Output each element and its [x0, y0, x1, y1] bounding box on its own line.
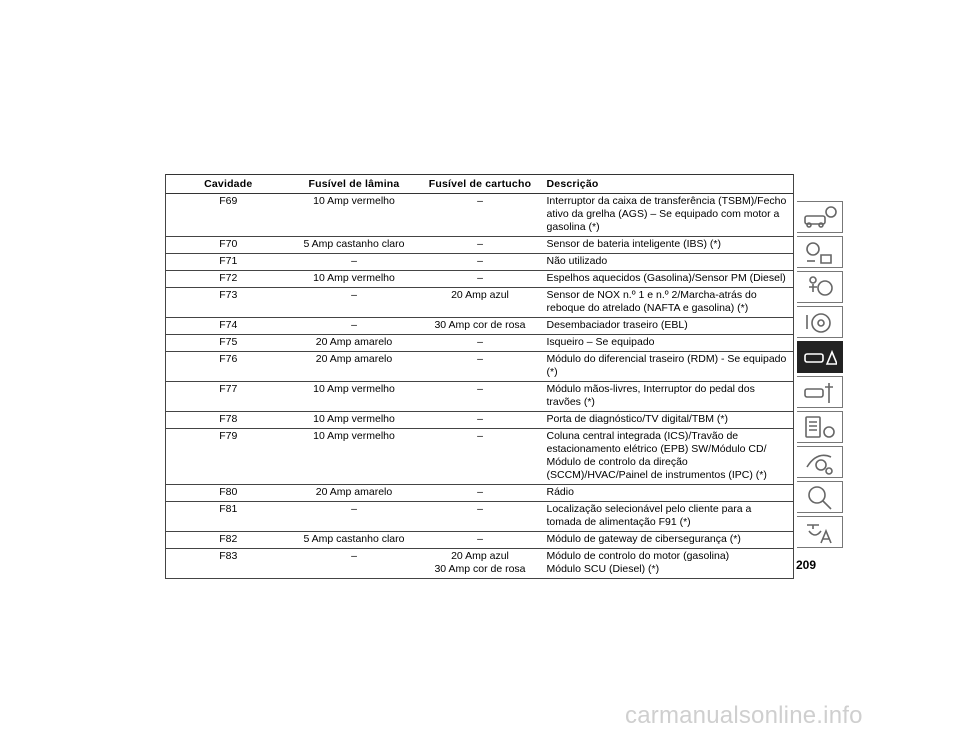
blade-fuse-cell: –: [351, 255, 357, 267]
multimedia-icon: [803, 449, 837, 475]
cavity-cell: F77: [166, 382, 291, 412]
chapter-tab[interactable]: [797, 271, 843, 303]
cartridge-fuse-cell: [418, 549, 543, 579]
cavity-cell: F71: [166, 254, 291, 271]
chapter-tab[interactable]: [797, 236, 843, 268]
table-row: [166, 429, 794, 485]
header-blade-fuse: Fusível de lâmina: [308, 178, 400, 190]
description-cell: Módulo de gateway de cibersegurança (*): [543, 532, 794, 549]
cartridge-fuse-cell: –: [477, 272, 483, 284]
description-cell: Interruptor da caixa de transferência (TSBM)/Fecho ativo da grelha (AGS) – Se equipado com motor a gasolina (*): [543, 194, 794, 237]
cartridge-fuse-cell: –: [477, 413, 483, 425]
cartridge-fuse-cell: –: [477, 195, 483, 207]
search-index-icon: [803, 484, 837, 510]
cavity-cell: F78: [166, 412, 291, 429]
cavity-cell: F74: [166, 318, 291, 335]
table-row: [166, 237, 794, 254]
description-cell: Módulo mãos-livres, Interruptor do pedal dos travões (*): [543, 382, 794, 412]
cartridge-fuse-cell: –: [477, 503, 483, 515]
cavity-cell: F82: [166, 532, 291, 549]
cavity-cell: F76: [166, 352, 291, 382]
cavity-cell: F73: [166, 288, 291, 318]
dashboard-lights-icon: [803, 239, 837, 265]
specifications-icon: [803, 414, 837, 440]
blade-fuse-cell: –: [351, 289, 357, 301]
description-cell: Porta de diagnóstico/TV digital/TBM (*): [543, 412, 794, 429]
cartridge-fuse-cell: –: [477, 430, 483, 442]
cartridge-fuse-line: 30 Amp cor de rosa: [434, 563, 526, 575]
cartridge-fuse-cell: –: [477, 383, 483, 395]
description-cell: Coluna central integrada (ICS)/Travão de estacionamento elétrico (EPB) SW/Módulo CD/ Módulo de controlo da direção (SCCM)/HVAC/Painel de instrumentos (IPC) (*): [543, 429, 794, 485]
languages-icon: [803, 519, 837, 545]
cavity-cell: F69: [166, 194, 291, 237]
blade-fuse-cell: 5 Amp castanho claro: [303, 533, 405, 545]
description-cell: Espelhos aquecidos (Gasolina)/Sensor PM (Diesel): [543, 271, 794, 288]
cartridge-fuse-cell: –: [477, 533, 483, 545]
table-row: [166, 549, 794, 579]
table-row: [166, 271, 794, 288]
blade-fuse-cell: 10 Amp vermelho: [313, 383, 395, 395]
roadside-emergency-icon: [803, 344, 837, 370]
cavity-cell: F75: [166, 335, 291, 352]
description-cell: Não utilizado: [543, 254, 794, 271]
table-row: [166, 502, 794, 532]
blade-fuse-cell: 10 Amp vermelho: [313, 430, 395, 442]
car-service-tools-icon: [803, 379, 837, 405]
car-info-icon: [803, 204, 837, 230]
description-cell: Sensor de NOX n.º 1 e n.º 2/Marcha-atrás do reboque do atrelado (NAFTA e gasolina) (*): [543, 288, 794, 318]
table-header-row: [166, 175, 794, 194]
cavity-cell: F72: [166, 271, 291, 288]
header-cavity: Cavidade: [166, 175, 291, 194]
chapter-tab[interactable]: [797, 411, 843, 443]
blade-fuse-cell: –: [351, 550, 357, 562]
cartridge-fuse-cell: 30 Amp cor de rosa: [434, 319, 526, 331]
cavity-cell: F81: [166, 502, 291, 532]
blade-fuse-cell: 20 Amp amarelo: [315, 486, 393, 498]
cavity-cell: F70: [166, 237, 291, 254]
fuse-table: [165, 174, 794, 579]
description-cell: Localização selecionável pelo cliente para a tomada de alimentação F91 (*): [543, 502, 794, 532]
cartridge-fuse-cell: –: [477, 353, 483, 365]
blade-fuse-cell: –: [351, 503, 357, 515]
table-row: [166, 335, 794, 352]
cartridge-fuse-cell: –: [477, 486, 483, 498]
blade-fuse-cell: 20 Amp amarelo: [315, 353, 393, 365]
chapter-tab[interactable]: [797, 201, 843, 233]
description-cell: [543, 549, 794, 579]
table-row: [166, 412, 794, 429]
blade-fuse-cell: 10 Amp vermelho: [313, 413, 395, 425]
description-cell: Sensor de bateria inteligente (IBS) (*): [543, 237, 794, 254]
cartridge-fuse-cell: –: [477, 336, 483, 348]
chapter-tab[interactable]: [797, 376, 843, 408]
cartridge-fuse-cell: –: [477, 255, 483, 267]
chapter-tabs: [797, 201, 843, 551]
description-cell: Módulo do diferencial traseiro (RDM) - Se equipado (*): [543, 352, 794, 382]
table-row: [166, 254, 794, 271]
table-row: [166, 532, 794, 549]
description-cell: Rádio: [543, 485, 794, 502]
table-row: [166, 382, 794, 412]
chapter-tab[interactable]: [797, 306, 843, 338]
cavity-cell: F83: [166, 549, 291, 579]
page-number: 209: [796, 558, 817, 572]
table-row: [166, 194, 794, 237]
description-cell: Isqueiro – Se equipado: [543, 335, 794, 352]
chapter-tab[interactable]: [797, 481, 843, 513]
chapter-tab[interactable]: [797, 516, 843, 548]
header-cartridge-fuse: Fusível de cartucho: [428, 178, 532, 190]
table-row: [166, 318, 794, 335]
blade-fuse-cell: 20 Amp amarelo: [315, 336, 393, 348]
cartridge-fuse-line: 20 Amp azul: [451, 550, 509, 562]
cavity-cell: F79: [166, 429, 291, 485]
steering-wheel-icon: [803, 309, 837, 335]
blade-fuse-cell: –: [351, 319, 357, 331]
description-cell: Desembaciador traseiro (EBL): [543, 318, 794, 335]
cartridge-fuse-cell: 20 Amp azul: [451, 289, 509, 301]
table-row: [166, 288, 794, 318]
cartridge-fuse-cell: –: [477, 238, 483, 250]
table-row: [166, 485, 794, 502]
description-line: Módulo SCU (Diesel) (*): [546, 563, 660, 575]
chapter-tab[interactable]: [797, 446, 843, 478]
cavity-cell: F80: [166, 485, 291, 502]
header-description: Descrição: [543, 175, 794, 194]
airbag-safety-icon: [803, 274, 837, 300]
blade-fuse-cell: 5 Amp castanho claro: [303, 238, 405, 250]
description-line: Módulo de controlo do motor (gasolina): [546, 550, 730, 562]
blade-fuse-cell: 10 Amp vermelho: [313, 195, 395, 207]
blade-fuse-cell: 10 Amp vermelho: [313, 272, 395, 284]
chapter-tab[interactable]: [797, 341, 843, 373]
watermark: carmanualsonline.info: [625, 702, 863, 729]
table-row: [166, 352, 794, 382]
